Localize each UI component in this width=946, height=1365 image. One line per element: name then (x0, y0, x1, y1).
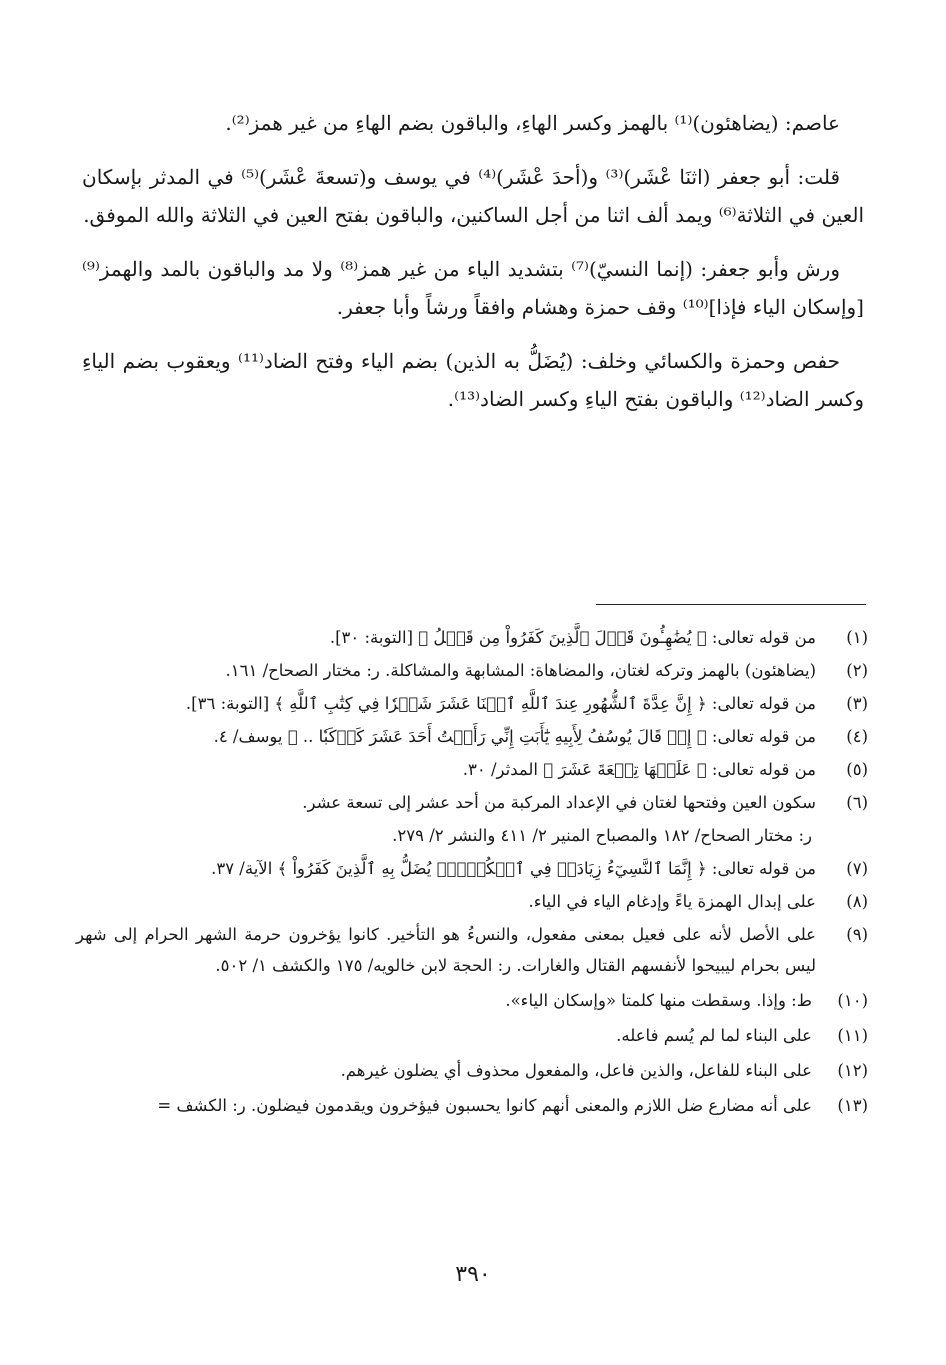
footnote-6 (76, 787, 868, 851)
footnote-2 (76, 655, 868, 686)
footnote-text: على البناء للفاعل، والذين فاعل، والمفعول محذوف أي يضلون غيرهم. (340, 1061, 812, 1080)
footnote-3 (76, 688, 868, 719)
main-text-body (82, 104, 864, 434)
footnote-text: (يضاهئون) بالهمز وتركه لغتان، والمضاهاة: المشابهة والمشاكلة. ر: مختار الصحاح/ ١٦١. (225, 661, 816, 680)
footnote-number: (١٠) (837, 991, 868, 1010)
footnote-number: (٤) (846, 727, 868, 746)
footnote-12 (76, 1055, 868, 1086)
footnote-13 (76, 1090, 868, 1121)
footnote-number: (٩) (846, 925, 868, 944)
footnote-text: على الأصل لأنه على فعيل بمعنى مفعول، والنسءُ هو التأخير. كانوا يؤخرون حرمة الشهر الحرام إلى شهر ليس بحرام ليبيحوا لأنفسهم القتال والغارات. ر: الحجة لابن خالويه/ ١٧٥ والكشف ١/ ٥٠٢. (76, 925, 816, 975)
footnote-text: ط: وإذا. وسقطت منها كلمتا «وإسكان الياء». (505, 991, 812, 1010)
footnote-11 (76, 1020, 868, 1051)
page-number: ٣٩٠ (455, 1262, 491, 1287)
footnote-5 (76, 754, 868, 785)
paragraph-abu-jafar-ithna-ashar: قلت: أبو جعفر (اثنَا عْشَر)⁽³⁾ و(أحدَ عْشَر)⁽⁴⁾ في يوسف و(تسعةَ عْشَر)⁽⁵⁾ في المدثر بإسكان العين في الثلاثة⁽⁶⁾ ويمد ألف اثنا من أجل الساكنين، والباقون بفتح العين في الثلاثة والله الموفق. (82, 165, 864, 227)
footnote-text: من قوله تعالى: ﴿ إِنَّ عِدَّةَ ٱلشُّهُورِ عِندَ ٱللَّهِ ٱثۡنَا عَشَرَ شَهۡرٗا فِي كِتَٰبِ ٱللَّهِ ﴾ [التوبة: ٣٦]. (185, 694, 816, 713)
footnotes-section (76, 622, 868, 1123)
footnote-number: (١) (846, 628, 868, 647)
footnote-number: (٧) (846, 859, 868, 878)
footnote-1 (76, 622, 868, 653)
footnote-text: من قوله تعالى: ﴿ إِنَّمَا ٱلنَّسِيٓءُ زِيَادَةٞ فِي ٱلۡكُفۡرِۖ يُضَلُّ بِهِ ٱلَّذِينَ كَفَرُواْ ﴾ الآية/ ٣٧. (211, 859, 816, 878)
footnote-number: (٨) (846, 892, 868, 911)
footnote-text (76, 787, 816, 851)
footnote-9 (76, 919, 868, 981)
footnote-number: (٣) (846, 694, 868, 713)
footnote-number: (١٢) (837, 1061, 868, 1080)
footnote-reference-line: ر: مختار الصحاح/ ١٨٢ والمصباح المنير ٢/ ٤١١ والنشر ٢/ ٢٧٩. (392, 826, 812, 845)
footnote-number: (٥) (846, 760, 868, 779)
footnote-text: على إبدال الهمزة ياءً وإدغام الياء في الياء. (528, 892, 816, 911)
footnote-text: على أنه مضارع ضل اللازم والمعنى أنهم كانوا يحسبون فيؤخرون ويقدمون فيضلون. ر: الكشف = (157, 1096, 812, 1115)
footnote-10 (76, 985, 868, 1016)
footnote-text: من قوله تعالى: ﴿ إِذۡ قَالَ يُوسُفُ لِأَبِيهِ يَٰٓأَبَتِ إِنِّي رَأَيۡتُ أَحَدَ عَشَرَ كَوۡكَبٗا .. ﴾ يوسف/ ٤. (213, 727, 816, 746)
paragraph-asim: عاصم: (يضاهئون)⁽¹⁾ بالهمز وكسر الهاءِ، والباقون بضم الهاءِ من غير همز⁽²⁾. (225, 111, 840, 135)
footnote-main-line: سكون العين وفتحها لغتان في الإعداد المركبة من أحد عشر إلى تسعة عشر. (302, 793, 816, 812)
footnote-number: (١٣) (837, 1096, 868, 1115)
footnote-4 (76, 721, 868, 752)
footnote-number: (٦) (846, 793, 868, 812)
paragraph-hafs-yudal: حفص وحمزة والكسائي وخلف: (يُضَلُّ به الذين) بضم الياء وفتح الضاد⁽¹¹⁾ ويعقوب بضم الياءِ وكسر الضاد⁽¹²⁾ والباقون بفتح الياءِ وكسر الضاد⁽¹³⁾. (82, 349, 864, 411)
footnote-separator (596, 604, 866, 605)
footnote-number: (١١) (837, 1026, 868, 1045)
footnote-7 (76, 853, 868, 884)
footnote-8 (76, 886, 868, 917)
footnote-text: على البناء لما لم يُسم فاعله. (616, 1026, 812, 1045)
paragraph-warsh-nasi: ورش وأبو جعفر: (إنما النسيّ)⁽⁷⁾ بتشديد الياء من غير همز⁽⁸⁾ ولا مد والباقون بالمد والهمز⁽⁹⁾ [وإسكان الياء فإذا]⁽¹⁰⁾ وقف حمزة وهشام وافقاً ورشاً وأبا جعفر. (82, 257, 864, 319)
footnote-number: (٢) (846, 661, 868, 680)
footnote-text: من قوله تعالى: ﴿ عَلَيۡهَا تِسۡعَةَ عَشَرَ ﴾ المدثر/ ٣٠. (462, 760, 816, 779)
footnote-text: من قوله تعالى: ﴿ يُضَٰهِـُٔونَ قَوۡلَ ٱلَّذِينَ كَفَرُواْ مِن قَبۡلُ ﴾ [التوبة: ٣٠]. (329, 628, 816, 647)
